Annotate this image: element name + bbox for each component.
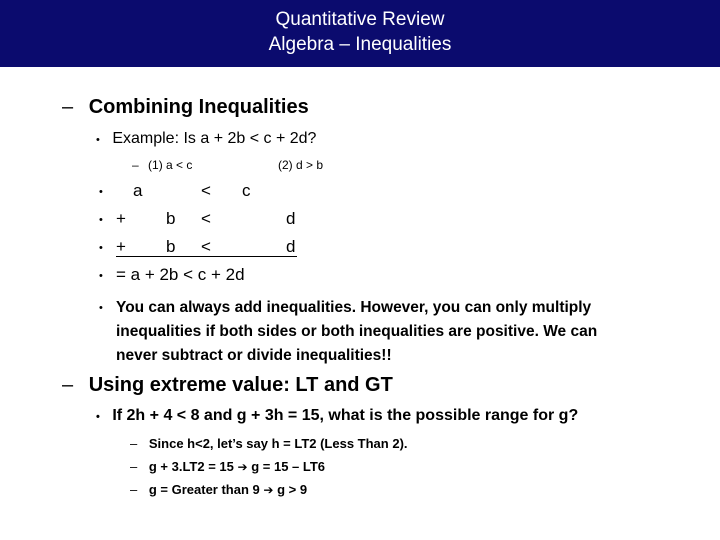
row2-plus: + (116, 209, 126, 228)
row3-lt: < (201, 237, 211, 256)
bullet-marker: • (99, 214, 103, 226)
dash-marker: – (130, 459, 138, 474)
section2-heading: Using extreme value: LT and GT (88, 374, 393, 396)
row1-lt: < (201, 181, 211, 200)
question-row (96, 407, 578, 425)
title-line-1: Quantitative Review (275, 9, 445, 30)
condition-2: (2) d > b (278, 158, 324, 172)
title-line-2: Algebra – Inequalities (268, 34, 452, 55)
bullet-marker: • (99, 242, 103, 254)
row3-plus: + (116, 237, 126, 256)
dash-marker: – (62, 374, 74, 396)
right-arrow-icon: ➔ (237, 460, 248, 474)
step-3-text-b: g > 9 (277, 482, 308, 497)
row1-a: a (133, 181, 143, 200)
section1-heading: Combining Inequalities (88, 96, 309, 118)
slide-title (0, 0, 720, 67)
question-text: If 2h + 4 < 8 and g + 3h = 15, what is the possible range for g? (112, 407, 579, 424)
bullet-marker: • (96, 134, 100, 146)
bullet-marker: • (99, 186, 103, 198)
row2-b: b (166, 209, 176, 228)
note-line-2: inequalities if both sides or both inequalities are positive. We can (116, 323, 598, 340)
section2-heading-row (62, 374, 393, 397)
row1-c: c (242, 181, 251, 200)
right-arrow-icon: ➔ (263, 483, 274, 497)
note-line-1: You can always add inequalities. However, you can only multiply (116, 299, 592, 316)
dash-marker: – (130, 482, 138, 497)
note-paragraph (116, 296, 597, 368)
step-2-text-a: g + 3.LT2 = 15 (148, 459, 234, 474)
row3-d: d (286, 237, 296, 256)
note-line-3: never subtract or divide inequalities!! (116, 347, 392, 364)
step-2-text-b: g = 15 – LT6 (251, 459, 326, 474)
bullet-marker: • (99, 270, 103, 282)
row2-d: d (286, 209, 296, 228)
step-1-text: Since h<2, let’s say h = LT2 (Less Than 2). (148, 436, 408, 451)
example-text: Example: Is a + 2b < c + 2d? (112, 130, 317, 147)
step-3-text-a: g = Greater than 9 (148, 482, 260, 497)
dash-marker: – (62, 96, 74, 118)
step-2 (130, 459, 325, 474)
row2-lt: < (201, 209, 211, 228)
example-row (96, 130, 316, 148)
bullet-marker: • (96, 411, 100, 423)
row4-result: = a + 2b < c + 2d (116, 265, 245, 284)
bullet-marker: • (99, 302, 103, 314)
row3-b: b (166, 237, 176, 256)
step-1 (130, 436, 408, 451)
section1-heading-row (62, 96, 309, 119)
step-3 (130, 482, 307, 497)
condition-1: (1) a < c (148, 158, 193, 172)
dash-marker: – (130, 436, 138, 451)
dash-marker: – (132, 158, 139, 172)
conditions-row (132, 158, 192, 172)
